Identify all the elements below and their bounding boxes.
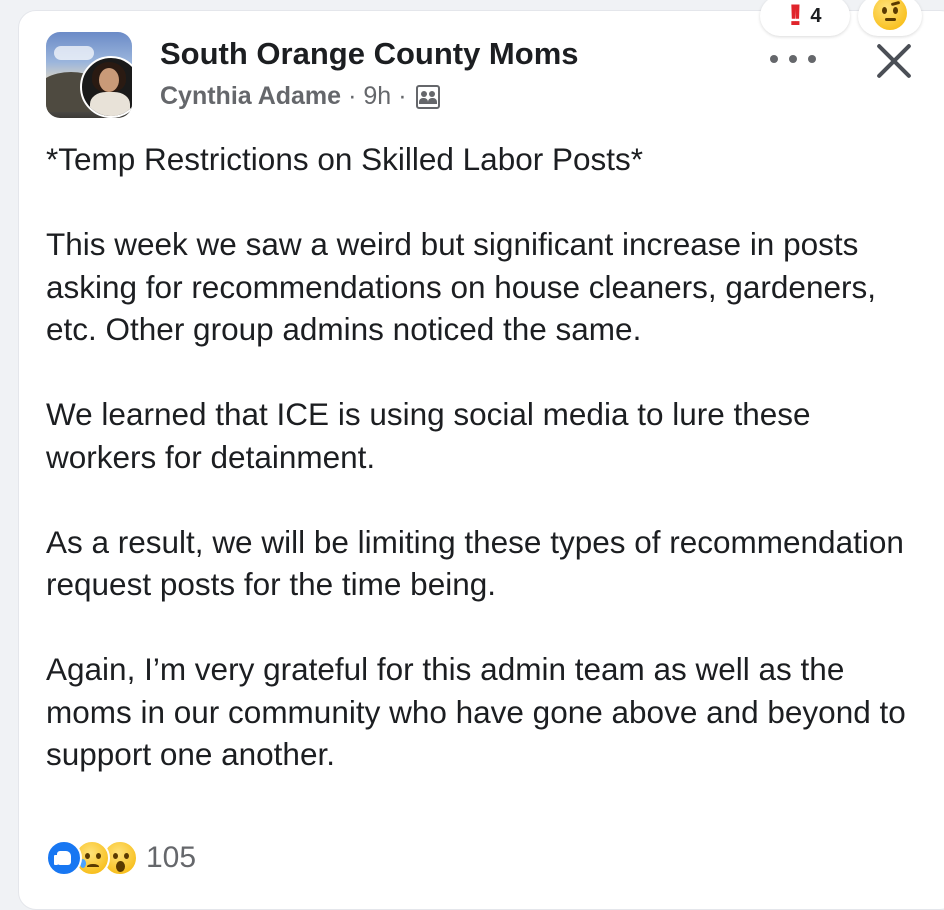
post-paragraph: Again, I’m very grateful for this admin team as well as the moms in our community who have gone above and beyond to support one another. <box>46 651 906 772</box>
group-avatar[interactable] <box>46 32 132 118</box>
more-options-button[interactable] <box>770 44 816 74</box>
exclaim-reaction-bubble[interactable] <box>760 0 850 36</box>
post-paragraph: As a result, we will be limiting these types of recommendation request posts for the time being. <box>46 523 904 602</box>
post-timestamp[interactable]: 9h <box>363 82 392 110</box>
post-header <box>46 32 916 118</box>
close-icon[interactable] <box>872 38 916 82</box>
thinking-reaction-bubble[interactable] <box>858 0 922 36</box>
double-exclamation-icon: !! <box>788 0 797 32</box>
group-name-link[interactable]: South Orange County Moms <box>160 36 579 71</box>
thinking-face-icon <box>873 0 907 30</box>
reaction-count: 105 <box>146 841 197 874</box>
exclaim-reaction-count: 4 <box>810 4 822 27</box>
more-dots-icon <box>770 55 778 63</box>
post-paragraph: We learned that ICE is using social media to lure these workers for detainment. <box>46 396 811 475</box>
like-icon <box>46 840 82 876</box>
reactions-summary[interactable] <box>46 838 196 878</box>
post-body <box>46 138 926 776</box>
meta-separator: · <box>348 82 357 110</box>
group-members-icon <box>416 85 440 109</box>
meta-separator: · <box>398 82 407 110</box>
post-paragraph: This week we saw a weird but significant increase in posts asking for recommendations on house cleaners, gardeners, etc. Other group admins noticed the same. <box>46 226 876 347</box>
post-title: *Temp Restrictions on Skilled Labor Posts* <box>46 141 644 177</box>
post-meta <box>160 82 440 111</box>
author-name-link[interactable]: Cynthia Adame <box>160 82 342 110</box>
